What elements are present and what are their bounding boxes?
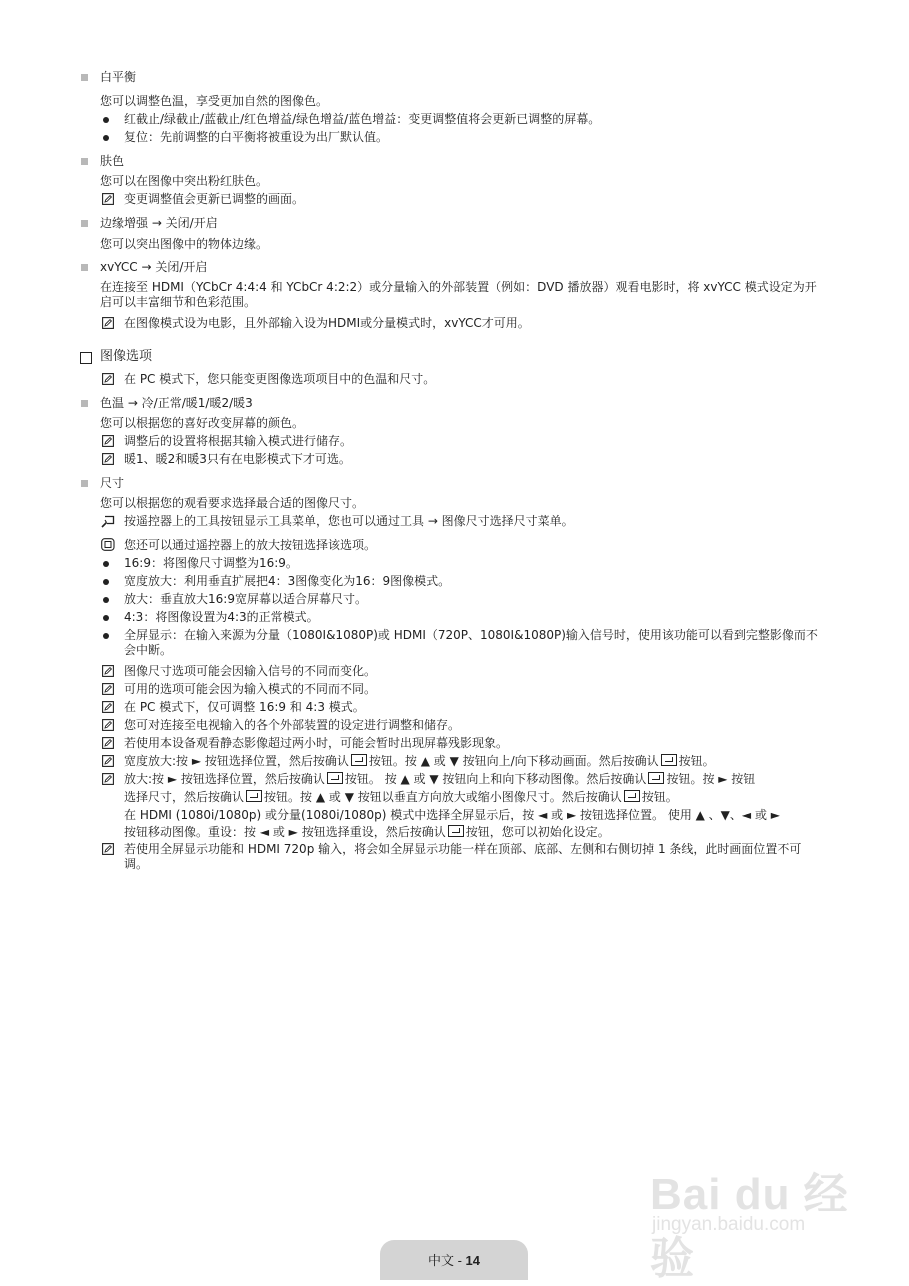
size-note-hdmi-720p: 若使用全屏显示功能和 HDMI 720p 输入，将会如全屏显示功能一样在顶部、底部、左侧和右侧切掉 1 条线，此时画面位置不可调。 (124, 842, 802, 871)
page-number (380, 1250, 528, 1269)
wide-zoom-text-2: 按钮。按 ▲ 或 ▼ 按钮向上/向下移动画面。然后按确认 (368, 754, 659, 768)
size-bullet-screen-fit: 全屏显示：在输入来源为分量（1080I&1080P)或 HDMI（720P、1080I&1080P)输入信号时，使用该功能可以看到完整影像而不会中断。 (124, 628, 818, 657)
note-icon (102, 755, 114, 767)
note-icon (102, 737, 114, 749)
zoom-text-2: 按钮。 按 ▲ 或 ▼ 按钮向上和向下移动图像。然后按确认 (344, 772, 647, 786)
note-icon (102, 719, 114, 731)
bullet-dot (103, 633, 109, 639)
size-note-zoom-line-1 (124, 772, 755, 787)
enter-icon (648, 772, 664, 784)
zoom-text-6: 按钮。 (641, 790, 678, 804)
size-tools-note: 按遥控器上的工具按钮显示工具菜单，您也可以通过工具 → 图像尺寸选择尺寸菜单。 (124, 514, 574, 528)
color-tone-note-2: 暖1、暖2和暖3只有在电影模式下才可选。 (124, 452, 351, 466)
footer-page-number: 14 (465, 1253, 481, 1268)
edge-enhancement-heading: 边缘增强 → 关闭/开启 (100, 216, 218, 230)
edge-enhancement-desc: 您可以突出图像中的物体边缘。 (100, 237, 269, 251)
size-note-screen-fit-line-1: 在 HDMI (1080i/1080p) 或分量(1080i/1080p) 模式中选择全屏显示后，按 ◄ 或 ► 按钮选择位置。 使用 ▲ 、▼、◄ 或 ► (124, 808, 780, 822)
size-heading: 尺寸 (100, 476, 125, 490)
flesh-tone-desc: 您可以在图像中突出粉红肤色。 (100, 174, 269, 188)
note-icon (102, 701, 114, 713)
list-square-marker (81, 400, 88, 407)
flesh-tone-note: 变更调整值会更新已调整的画面。 (124, 192, 305, 206)
size-note-zoom-line-2 (124, 790, 678, 805)
screen-fit-text-1: 按钮移动图像。重设：按 ◄ 或 ► 按钮选择重设，然后按确认 (124, 825, 446, 839)
enter-icon (661, 754, 677, 766)
enter-icon (246, 790, 262, 802)
screen-fit-text-2: 按钮，您可以初始化设定。 (465, 825, 610, 839)
note-icon (102, 435, 114, 447)
size-bullet-zoom: 放大：垂直放大16:9宽屏幕以适合屏幕尺寸。 (124, 592, 367, 606)
bullet-dot (103, 615, 109, 621)
color-tone-desc: 您可以根据您的喜好改变屏幕的颜色。 (100, 416, 305, 430)
zoom-text-4: 选择尺寸，然后按确认 (124, 790, 245, 804)
enter-icon (624, 790, 640, 802)
size-bullet-169: 16:9：将图像尺寸调整为16:9。 (124, 556, 298, 570)
xvycc-heading: xvYCC → 关闭/开启 (100, 260, 208, 274)
note-icon (102, 193, 114, 205)
size-bullet-wide-zoom: 宽度放大：利用垂直扩展把4：3图像变化为16：9图像模式。 (124, 574, 451, 588)
tools-icon (101, 515, 115, 528)
baidu-watermark (650, 1148, 870, 1283)
white-balance-bullet-2: 复位：先前调整的白平衡将被重设为出厂默认值。 (124, 130, 389, 144)
xvycc-note: 在图像模式设为电影，且外部输入设为HDMI或分量模式时，xvYCC才可用。 (124, 316, 530, 330)
picture-options-note: 在 PC 模式下，您只能变更图像选项项目中的色温和尺寸。 (124, 372, 436, 386)
white-balance-bullet-1: 红截止/绿截止/蓝截止/红色增益/绿色增益/蓝色增益：变更调整值将会更新已调整的屏幕。 (124, 112, 601, 126)
list-square-marker (81, 220, 88, 227)
bullet-dot (103, 135, 109, 141)
size-desc: 您可以根据您的观看要求选择最合适的图像尺寸。 (100, 496, 365, 510)
zoom-text-5: 按钮。按 ▲ 或 ▼ 按钮以垂直方向放大或缩小图像尺寸。然后按确认 (264, 790, 622, 804)
size-note-screen-fit-line-2 (124, 825, 610, 840)
size-note-3: 在 PC 模式下，仅可调整 16:9 和 4:3 模式。 (124, 700, 365, 714)
note-icon (102, 683, 114, 695)
size-bullet-43: 4:3：将图像设置为4:3的正常模式。 (124, 610, 319, 624)
bullet-dot (103, 597, 109, 603)
flesh-tone-heading: 肤色 (100, 154, 125, 168)
note-icon (102, 453, 114, 465)
wide-zoom-text-1: 宽度放大:按 ► 按钮选择位置，然后按确认 (124, 754, 349, 768)
bullet-dot (103, 579, 109, 585)
size-note-1: 图像尺寸选项可能会因输入信号的不同而变化。 (124, 664, 377, 678)
watermark-logo: Bai du 经验 (650, 1170, 849, 1283)
note-icon (102, 317, 114, 329)
note-icon (102, 665, 114, 677)
note-icon (102, 773, 114, 785)
list-square-marker (81, 264, 88, 271)
picture-options-title: 图像选项 (100, 349, 153, 364)
white-balance-desc: 您可以调整色温，享受更加自然的图像色。 (100, 94, 329, 108)
size-note-4: 您可对连接至电视输入的各个外部装置的设定进行调整和储存。 (124, 718, 461, 732)
list-square-marker (81, 74, 88, 81)
note-icon (102, 843, 114, 855)
enter-icon (351, 754, 367, 766)
enter-icon (448, 825, 464, 837)
zoom-button-icon (101, 538, 115, 551)
wide-zoom-text-3: 按钮。 (678, 754, 715, 768)
size-note-wide-zoom (124, 754, 715, 769)
enter-icon (327, 772, 343, 784)
zoom-text-1: 放大:按 ► 按钮选择位置，然后按确认 (124, 772, 325, 786)
color-tone-heading: 色温 → 冷/正常/暖1/暖2/暖3 (100, 396, 253, 410)
bullet-dot (103, 117, 109, 123)
note-icon (102, 373, 114, 385)
size-note-5: 若使用本设备观看静态影像超过两小时，可能会暂时出现屏幕残影现象。 (124, 736, 509, 750)
white-balance-heading: 白平衡 (100, 70, 137, 84)
xvycc-desc: 在连接至 HDMI（YCbCr 4:4:4 和 YCbCr 4:2:2）或分量输入的外部装置（例如：DVD 播放器）观看电影时，将 xvYCC 模式设定为开启可以丰富细节和色彩范围。 (100, 280, 817, 309)
list-square-marker (81, 480, 88, 487)
footer-language: 中文 - (427, 1253, 462, 1268)
section-checkbox-icon (80, 352, 92, 364)
color-tone-note-1: 调整后的设置将根据其输入模式进行储存。 (124, 434, 353, 448)
watermark-url: jingyan.baidu.com (652, 1214, 806, 1235)
bullet-dot (103, 561, 109, 567)
zoom-text-3: 按钮。按 ► 按钮 (666, 772, 756, 786)
size-note-2: 可用的选项可能会因为输入模式的不同而不同。 (124, 682, 377, 696)
list-square-marker (81, 158, 88, 165)
size-zoom-note: 您还可以通过遥控器上的放大按钮选择该选项。 (124, 538, 377, 552)
